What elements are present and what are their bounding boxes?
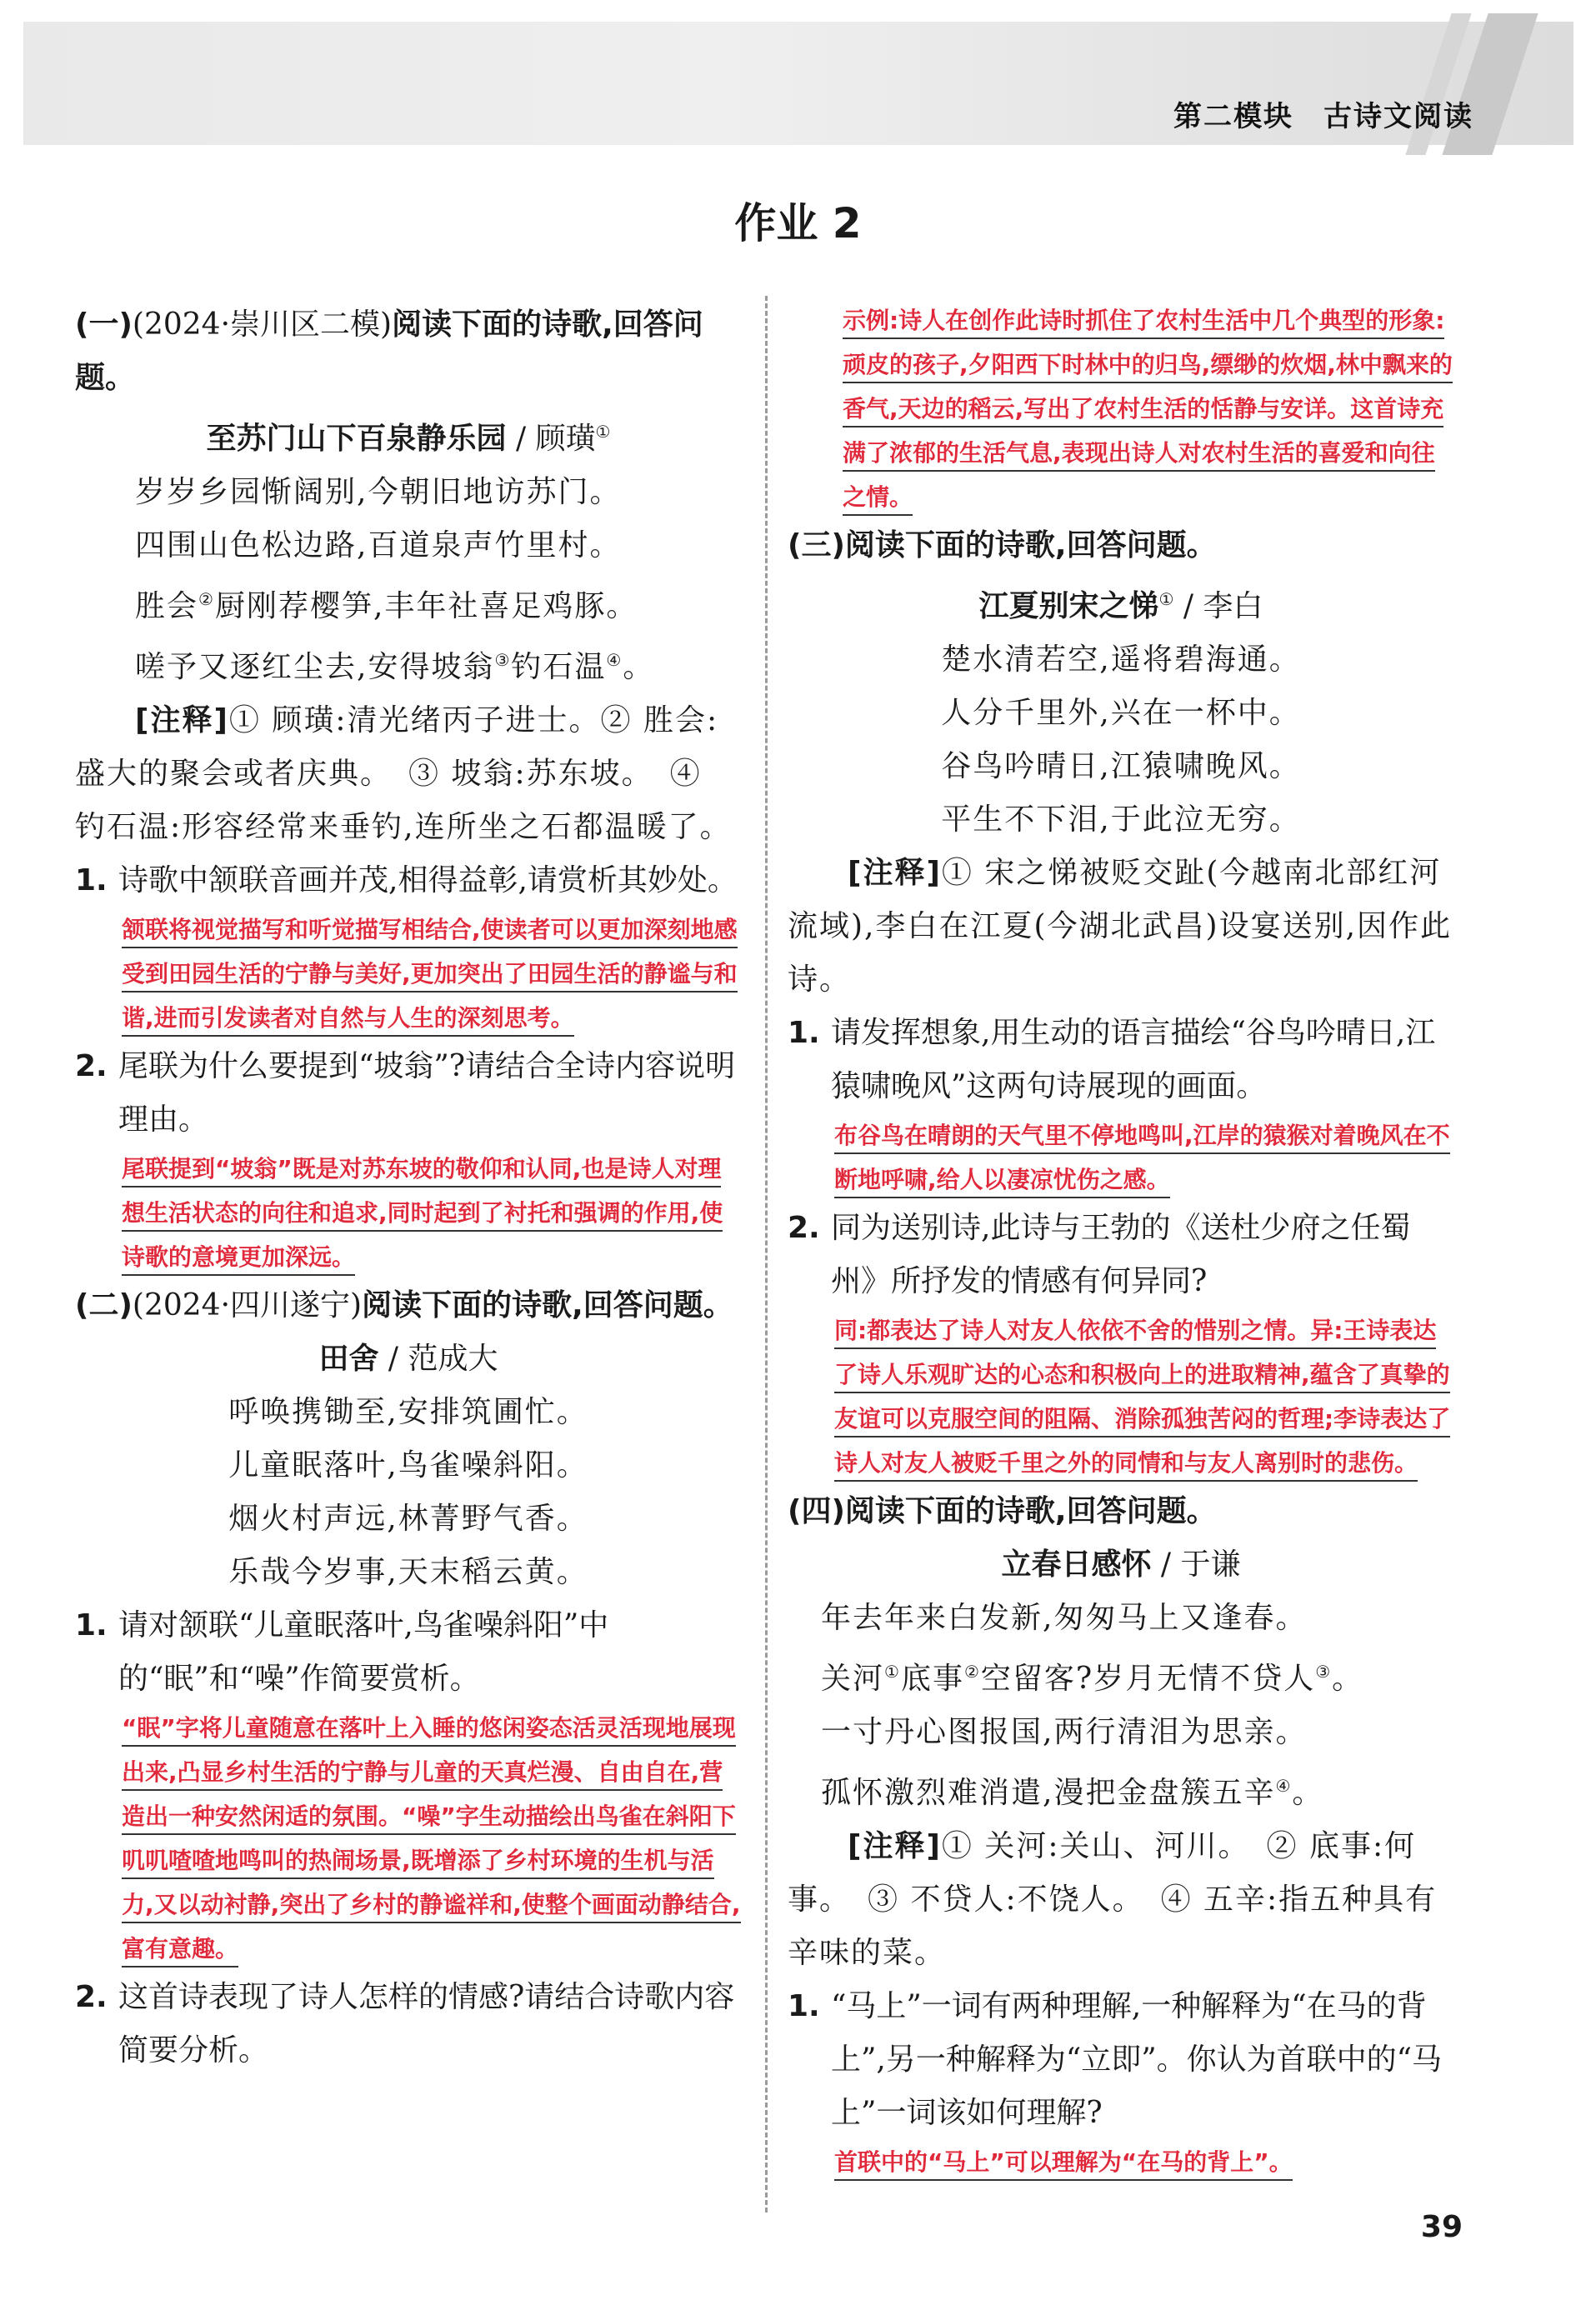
poem-line: 一寸丹心图报国,两行清泪为思亲。 [821, 1715, 1308, 1749]
poem-title: 立春日感怀 / 于谦 [1001, 1548, 1241, 1582]
poem-title: 田舍 / 范成大 [318, 1342, 498, 1376]
annotation: [注释]① 宋之悌被贬交趾(今越南北部红河流域),李白在江夏(今湖北武昌)设宴送别,因作此诗。 [788, 856, 1453, 997]
poem-line: 烟火村声远,林菁野气香。 [228, 1502, 588, 1536]
question: 1. 请发挥想象,用生动的语言描绘“谷鸟吟晴日,江猿啸晚风”这两句诗展现的画面。 [788, 1016, 1436, 1103]
poem-line: 平生不下泪,于此泣无穷。 [941, 802, 1301, 837]
answer: 尾联提到“坡翁”既是对苏东坡的敬仰和认同,也是诗人对理想生活状态的向往和追求,同时起到了衬托和强调的作用,使诗歌的意境更加深远。 [118, 1147, 742, 1279]
answer: 布谷鸟在晴朗的天气里不停地鸣叫,江岸的猿猴对着晚风在不断地呼啸,给人以凄凉忧伤之感。 [831, 1113, 1454, 1202]
section-2-heading: (二)(2024·四川遂宁)阅读下面的诗歌,回答问题。 [75, 1288, 733, 1322]
annotation: [注释]① 关河:关山、河川。 ② 底事:何事。 ③ 不贷人:不饶人。 ④ 五辛:指五种具有辛味的菜。 [788, 1829, 1438, 1970]
column-divider [765, 296, 768, 2212]
question: 2. 这首诗表现了诗人怎样的情感?请结合诗歌内容简要分析。 [75, 1980, 735, 2068]
poem-line: 岁岁乡园惭阔别,今朝旧地访苏门。 [135, 475, 622, 509]
question: 1. “马上”一词有两种理解,一种解释为“在马的背上”,另一种解释为“立即”。你认为首联中的“马上”一词该如何理解? [788, 1989, 1443, 2130]
section-4-heading: (四)阅读下面的诗歌,回答问题。 [788, 1494, 1217, 1528]
poem-line: 谷鸟吟晴日,江猿啸晚风。 [941, 749, 1301, 783]
poem-line: 儿童眠落叶,鸟雀噪斜阳。 [228, 1448, 588, 1482]
poem-line: 关河①底事②空留客?岁月无情不贷人③。 [821, 1662, 1364, 1696]
right-column [788, 298, 1454, 2184]
poem-line: 嗟予又逐红尘去,安得坡翁③钓石温④。 [135, 650, 655, 684]
poem-line: 乐哉今岁事,天末稻云黄。 [228, 1555, 588, 1589]
poem-line: 四围山色松边路,百道泉声竹里村。 [135, 528, 622, 562]
answer: 颔联将视觉描写和听觉描写相结合,使读者可以更加深刻地感受到田园生活的宁静与美好,更加突出了田园生活的静谧与和谐,进而引发读者对自然与人生的深刻思考。 [118, 908, 742, 1040]
page-number: 39 [1420, 2210, 1463, 2244]
page-title: 作业 2 [734, 199, 862, 248]
section-3-heading: (三)阅读下面的诗歌,回答问题。 [788, 528, 1217, 562]
poem-title: 江夏别宋之悌① / 李白 [978, 589, 1263, 623]
answer: 首联中的“马上”可以理解为“在马的背上”。 [831, 2140, 1454, 2184]
poem-title: 至苏门山下百泉静乐园 / 顾璜① [206, 422, 611, 456]
question: 1. 请对颔联“儿童眠落叶,鸟雀噪斜阳”中的“眠”和“噪”作简要赏析。 [75, 1608, 609, 1696]
poem-line: 年去年来白发新,匆匆马上又逢春。 [821, 1601, 1308, 1635]
poem-line: 孤怀激烈难消遣,漫把金盘簇五辛④。 [821, 1776, 1324, 1810]
question: 2. 同为送别诗,此诗与王勃的《送杜少府之任蜀州》所抒发的情感有何异同? [788, 1211, 1411, 1298]
answer: “眠”字将儿童随意在落叶上入睡的悠闲姿态活灵活现地展现出来,凸显乡村生活的宁静与儿童的天真烂漫、自由自在,营造出一种安然闲适的氛围。“噪”字生动描绘出鸟雀在斜阳下叽叽喳喳地鸣叫的热闹场景,既增添了乡村环境的生机与活力,又以动衬静,突出了乡村的静谧祥和,使整个画面动静结合,富有意趣。 [118, 1706, 742, 1971]
question: 1. 诗歌中颔联音画并茂,相得益彰,请赏析其妙处。 [75, 863, 738, 898]
module-label: 第二模块 古诗文阅读 [1173, 100, 1473, 133]
annotation: [注释]① 顾璜:清光绪丙子进士。② 胜会:盛大的聚会或者庆典。 ③ 坡翁:苏东坡。 ④ 钓石温:形容经常来垂钓,连所坐之石都温暖了。 [75, 703, 732, 844]
module-header [23, 22, 1573, 145]
answer: 同:都表达了诗人对友人依依不舍的惜别之情。异:王诗表达了诗人乐观旷达的心态和积极向上的进取精神,蕴含了真挚的友谊可以克服空间的阻隔、消除孤独苦闷的哲理;李诗表达了诗人对友人被贬千里之外的同情和与友人离别时的悲伤。 [831, 1308, 1454, 1485]
answer: 示例:诗人在创作此诗时抓住了农村生活中几个典型的形象:顽皮的孩子,夕阳西下时林中的归鸟,缥缈的炊烟,林中飘来的香气,天边的稻云,写出了农村生活的恬静与安详。这首诗充满了浓郁的生活气息,表现出诗人对农村生活的喜爱和向往之情。 [788, 298, 1454, 519]
poem-line: 楚水清若空,遥将碧海通。 [941, 642, 1301, 677]
question: 2. 尾联为什么要提到“坡翁”?请结合全诗内容说明理由。 [75, 1049, 736, 1137]
section-1-heading: (一)(2024·崇川区二模)阅读下面的诗歌,回答问题。 [75, 308, 703, 395]
poem-line: 胜会②厨刚荐樱笋,丰年社喜足鸡豚。 [135, 589, 638, 623]
poem-line: 呼唤携锄至,安排筑圃忙。 [228, 1395, 588, 1429]
left-column [75, 298, 742, 2078]
poem-line: 人分千里外,兴在一杯中。 [941, 696, 1301, 730]
